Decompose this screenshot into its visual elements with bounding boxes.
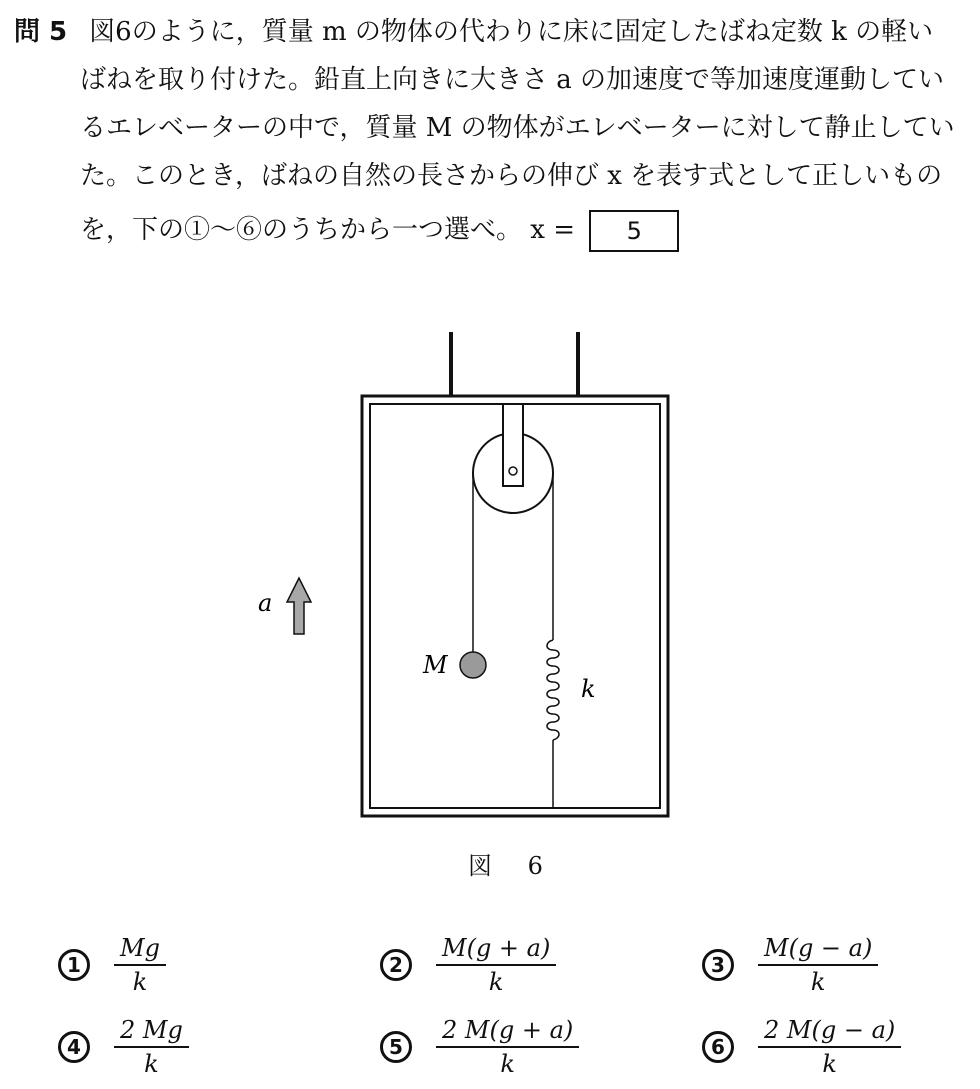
answer-box[interactable]: 5 (589, 210, 679, 252)
choice-number: 6 (702, 1031, 734, 1063)
pulley-axle (509, 467, 517, 475)
choice-4[interactable] (58, 1016, 189, 1078)
question-line-5: を，下の①〜⑥のうちから一つ選べ。 x = 5 (80, 206, 679, 254)
acceleration-arrow (287, 578, 311, 634)
choice-number: 3 (702, 949, 734, 981)
question-label: 問 5 (14, 17, 68, 47)
choice-formula: $\frac{Mg}{k}$ (114, 934, 166, 996)
choice-formula: $\frac{2 M(g - a)}{k}$ (758, 1016, 901, 1078)
elevator-diagram (0, 300, 980, 860)
label-k: k (581, 675, 596, 703)
choice-number: 2 (380, 949, 412, 981)
choice-3[interactable] (702, 934, 878, 996)
question-line-1: 問 5 図6のように，質量 m の物体の代わりに床に固定したばね定数 k の軽い (14, 17, 934, 47)
figure-caption: 図 6 (468, 852, 557, 880)
choice-formula: $\frac{M(g - a)}{k}$ (758, 934, 878, 996)
choice-2[interactable] (380, 934, 556, 996)
mass-ball (460, 652, 486, 678)
choice-number: 4 (58, 1031, 90, 1063)
choice-5[interactable] (380, 1016, 579, 1078)
figure-6 (0, 300, 980, 900)
label-a: a (258, 589, 273, 617)
choice-formula: $\frac{M(g + a)}{k}$ (436, 934, 556, 996)
choice-formula: $\frac{2 M(g + a)}{k}$ (436, 1016, 579, 1078)
choice-formula: $\frac{2 Mg}{k}$ (114, 1016, 189, 1078)
question-line-4: た。このとき，ばねの自然の長さからの伸び x を表す式として正しいもの (80, 161, 943, 191)
question-line-2: ばねを取り付けた。鉛直上向きに大きさ a の加速度で等加速度運動してい (80, 65, 945, 95)
choice-1[interactable] (58, 934, 166, 996)
question-line-3: るエレベーターの中で，質量 M の物体がエレベーターに対して静止してい (80, 113, 955, 143)
label-M: M (423, 651, 448, 679)
choice-number: 5 (380, 1031, 412, 1063)
spring-coil (547, 640, 559, 740)
choice-number: 1 (58, 949, 90, 981)
choice-6[interactable] (702, 1016, 901, 1078)
